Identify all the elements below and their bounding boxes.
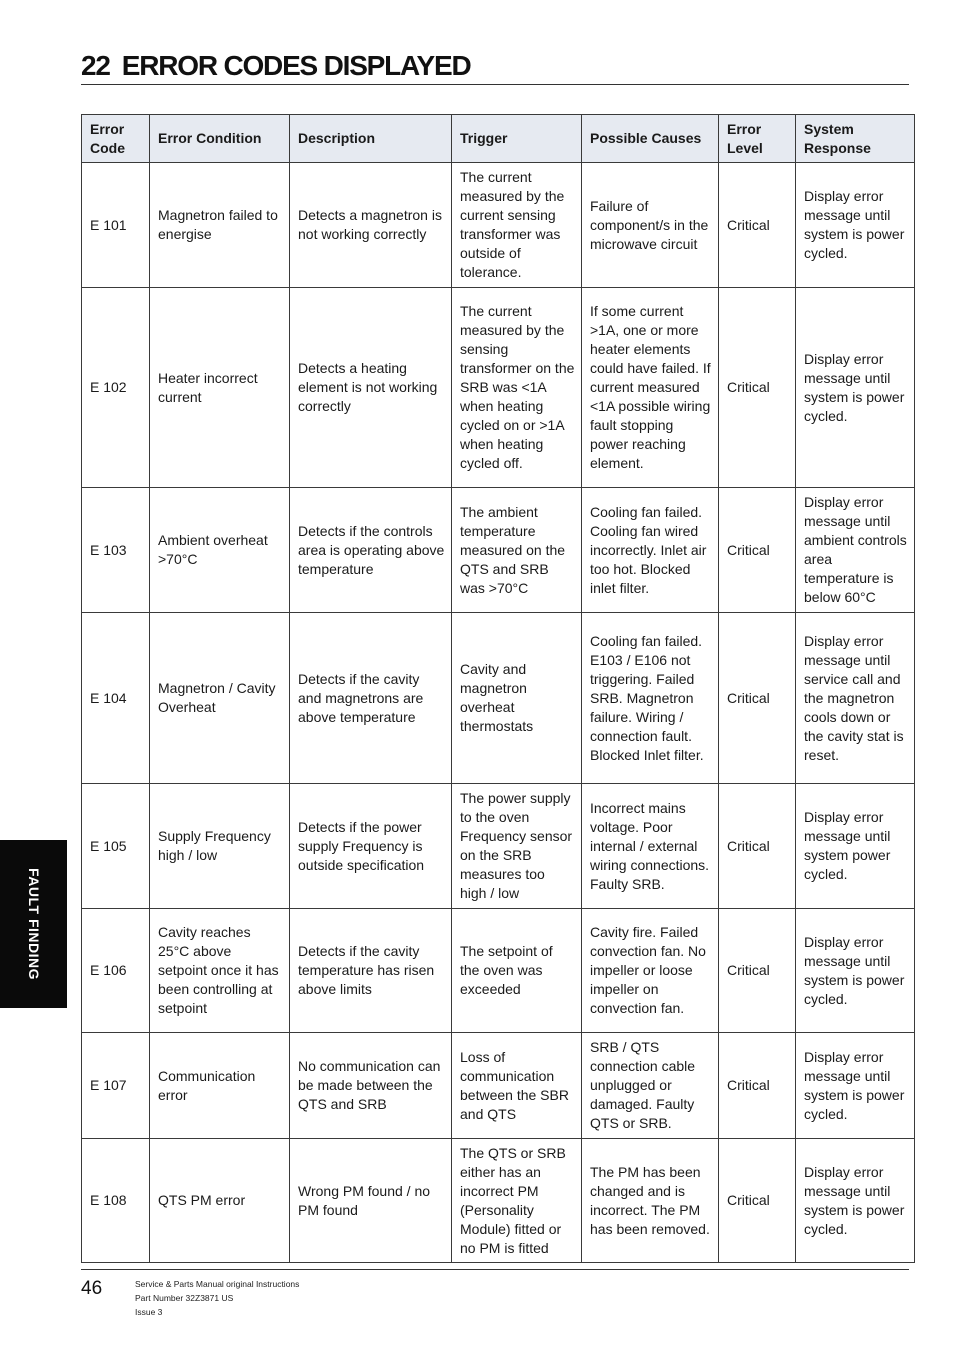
section-number: 22 [81,50,110,81]
error-code-cell: E 107 [82,1033,150,1139]
table-row [82,909,915,1033]
trigger-cell: The current measured by the sensing transformer on the SRB was <1A when heating cycled on or >1A when heating cycled off. [452,288,582,488]
footer-manual-title: Service & Parts Manual original Instructions [135,1279,300,1289]
table-row [82,163,915,288]
header-trigger: Trigger [452,115,582,163]
error-code-cell: E 103 [82,488,150,613]
error-level-cell: Critical [719,1139,796,1263]
table-row [82,1139,915,1263]
trigger-cell: The setpoint of the oven was exceeded [452,909,582,1033]
system-response-cell: Display error message until system is power cycled. [796,909,915,1033]
error-code-cell: E 108 [82,1139,150,1263]
table-row [82,784,915,909]
header-error-level: Error Level [719,115,796,163]
error-code-cell: E 105 [82,784,150,909]
trigger-cell: The QTS or SRB either has an incorrect PM (Personality Module) fitted or no PM is fitted [452,1139,582,1263]
footer-part-number: Part Number 32Z3871 US [135,1293,234,1303]
system-response-cell: Display error message until ambient controls area temperature is below 60°C [796,488,915,613]
possible-causes-cell: Failure of component/s in the microwave circuit [582,163,719,288]
error-condition-cell: Communication error [150,1033,290,1139]
error-code-cell: E 104 [82,613,150,784]
table-row [82,288,915,488]
description-cell: Detects a heating element is not working correctly [290,288,452,488]
section-side-tab [0,840,67,1008]
system-response-cell: Display error message until system is power cycled. [796,1139,915,1263]
error-condition-cell: Cavity reaches 25°C above setpoint once it has been controlling at setpoint [150,909,290,1033]
trigger-cell: The ambient temperature measured on the QTS and SRB was >70°C [452,488,582,613]
table-header-row [82,115,915,163]
error-condition-cell: Supply Frequency high / low [150,784,290,909]
side-tab-label: FAULT FINDING [25,867,42,981]
possible-causes-cell: Cavity fire. Failed convection fan. No impeller or loose impeller on convection fan. [582,909,719,1033]
possible-causes-cell: The PM has been changed and is incorrect. The PM has been removed. [582,1139,719,1263]
error-code-cell: E 106 [82,909,150,1033]
title-divider [81,84,909,85]
header-system-response: System Response [796,115,915,163]
trigger-cell: The current measured by the current sensing transformer was outside of tolerance. [452,163,582,288]
system-response-cell: Display error message until system is power cycled. [796,1033,915,1139]
error-codes-table [81,114,915,1263]
error-level-cell: Critical [719,488,796,613]
possible-causes-cell: SRB / QTS connection cable unplugged or damaged. Faulty QTS or SRB. [582,1033,719,1139]
error-code-cell: E 102 [82,288,150,488]
header-description: Description [290,115,452,163]
table-row [82,488,915,613]
system-response-cell: Display error message until system is power cycled. [796,288,915,488]
trigger-cell: Cavity and magnetron overheat thermostats [452,613,582,784]
description-cell: Detects if the power supply Frequency is outside specification [290,784,452,909]
header-possible-causes: Possible Causes [582,115,719,163]
description-cell: Wrong PM found / no PM found [290,1139,452,1263]
footer-issue: Issue 3 [135,1307,163,1317]
error-condition-cell: QTS PM error [150,1139,290,1263]
system-response-cell: Display error message until service call and the magnetron cools down or the cavity stat is reset. [796,613,915,784]
error-level-cell: Critical [719,163,796,288]
section-title: ERROR CODES DISPLAYED [121,50,471,81]
error-condition-cell: Ambient overheat >70°C [150,488,290,613]
possible-causes-cell: If some current >1A, one or more heater elements could have failed. If current measured <1A possible wiring fault stopping power reaching element. [582,288,719,488]
error-level-cell: Critical [719,613,796,784]
page-number: 46 [81,1278,103,1299]
error-condition-cell: Magnetron failed to energise [150,163,290,288]
system-response-cell: Display error message until system power cycled. [796,784,915,909]
header-error-condition: Error Condition [150,115,290,163]
error-level-cell: Critical [719,288,796,488]
error-code-cell: E 101 [82,163,150,288]
possible-causes-cell: Cooling fan failed. E103 / E106 not triggering. Failed SRB. Magnetron failure. Wiring / connection fault. Blocked Inlet filter. [582,613,719,784]
description-cell: Detects if the cavity temperature has risen above limits [290,909,452,1033]
header-error-code: Error Code [82,115,150,163]
trigger-cell: Loss of communication between the SBR and QTS [452,1033,582,1139]
description-cell: Detects if the cavity and magnetrons are above temperature [290,613,452,784]
possible-causes-cell: Incorrect mains voltage. Poor internal / external wiring connections. Faulty SRB. [582,784,719,909]
error-condition-cell: Heater incorrect current [150,288,290,488]
description-cell: No communication can be made between the QTS and SRB [290,1033,452,1139]
table-row [82,613,915,784]
error-level-cell: Critical [719,784,796,909]
footer-text [135,1277,299,1319]
error-condition-cell: Magnetron / Cavity Overheat [150,613,290,784]
trigger-cell: The power supply to the oven Frequency sensor on the SRB measures too high / low [452,784,582,909]
page-title [81,50,470,82]
table-row [82,1033,915,1139]
error-level-cell: Critical [719,1033,796,1139]
footer-divider [81,1269,909,1270]
system-response-cell: Display error message until system is power cycled. [796,163,915,288]
description-cell: Detects if the controls area is operating above temperature [290,488,452,613]
description-cell: Detects a magnetron is not working correctly [290,163,452,288]
possible-causes-cell: Cooling fan failed. Cooling fan wired incorrectly. Inlet air too hot. Blocked inlet filter. [582,488,719,613]
error-level-cell: Critical [719,909,796,1033]
